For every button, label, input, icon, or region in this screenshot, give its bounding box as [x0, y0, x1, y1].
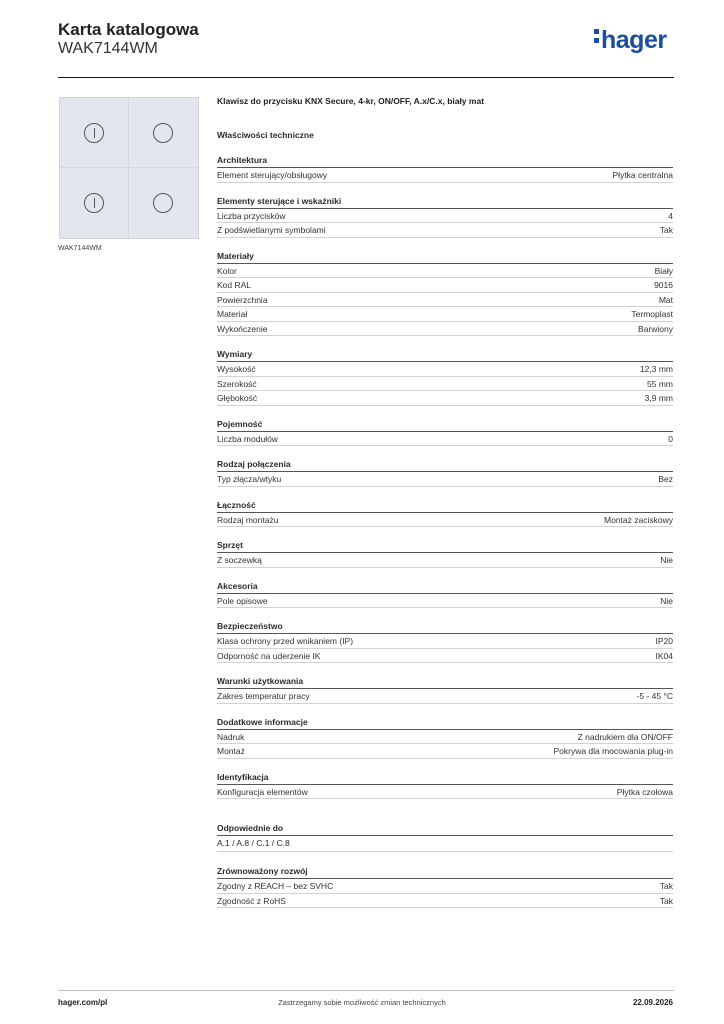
spec-label: Z podświetlanymi symbolami	[217, 225, 326, 235]
spec-section	[217, 676, 673, 704]
spec-value: Z nadrukiem dla ON/OFF	[577, 731, 673, 742]
spec-value: Płytka centralna	[612, 170, 673, 180]
sustainability-rows	[217, 879, 673, 908]
spec-value: Tak	[659, 881, 673, 891]
product-code: WAK7144WM	[58, 40, 158, 57]
spec-value: Płytka czołowa	[616, 786, 673, 797]
spec-section-title: Warunki użytkowania	[217, 676, 673, 689]
spec-label: Zakres temperatur pracy	[217, 691, 310, 701]
spec-row	[217, 730, 673, 745]
spec-value: 9016	[654, 280, 673, 290]
spec-section-title: Łączność	[217, 500, 673, 513]
button-cell	[60, 98, 129, 168]
spec-label: Pole opisowe	[217, 595, 268, 606]
button-cell	[129, 98, 198, 168]
spec-value: 12,3 mm	[639, 364, 673, 374]
spec-section-title: Sprzęt	[217, 540, 673, 553]
spec-row	[217, 168, 673, 183]
product-description: Klawisz do przycisku KNX Secure, 4-kr, ON/OFF, A.x/C.x, biały mat	[217, 96, 485, 106]
spec-row	[217, 744, 673, 759]
spec-section	[217, 196, 673, 238]
circle-symbol-icon	[153, 193, 173, 213]
spec-value: Tak	[659, 895, 673, 906]
spec-label: Głębokość	[217, 393, 258, 403]
spec-value: Biały	[654, 265, 673, 276]
spec-section	[217, 155, 673, 183]
spec-value: Termoplast	[631, 309, 673, 319]
spec-row	[217, 362, 673, 377]
spec-row	[217, 689, 673, 704]
logo-text: hager	[601, 26, 667, 54]
spec-row	[217, 293, 673, 308]
spec-label: Wykończenie	[217, 323, 268, 334]
spec-value: Tak	[659, 225, 673, 235]
spec-label: Rodzaj montażu	[217, 514, 279, 525]
spec-section	[217, 349, 673, 406]
button-cell	[129, 168, 198, 238]
spec-label: Z soczewką	[217, 555, 262, 565]
spec-label: Nadruk	[217, 731, 245, 742]
spec-label: Klasa ochrony przed wnikaniem (IP)	[217, 636, 354, 646]
spec-row	[217, 634, 673, 649]
spec-section	[217, 581, 673, 609]
spec-row	[217, 377, 673, 392]
spec-value: Mat	[658, 294, 673, 305]
spec-value: IK04	[655, 650, 673, 661]
spec-row	[217, 594, 673, 609]
hager-logo	[594, 26, 667, 55]
footer-divider	[58, 990, 674, 991]
power-symbol-icon	[84, 123, 104, 143]
page-title: Karta katalogowa	[58, 20, 199, 39]
spec-label: Powierzchnia	[217, 294, 268, 305]
button-cell	[60, 168, 129, 238]
spec-sections	[217, 155, 673, 799]
spec-section	[217, 717, 673, 759]
spec-row	[217, 432, 673, 447]
spec-section-title: Wymiary	[217, 349, 673, 362]
spec-label: Szerokość	[217, 378, 257, 389]
suitable-for-section	[217, 823, 673, 852]
spec-row	[217, 879, 673, 894]
footer-notice: Zastrzegamy sobie możliwość zmian technicznych	[278, 998, 446, 1007]
spec-row	[217, 223, 673, 238]
spec-row	[217, 785, 673, 800]
spec-value: 4	[668, 210, 673, 221]
spec-section	[217, 772, 673, 800]
spec-label: Kod RAL	[217, 280, 252, 290]
spec-label: Montaż	[217, 746, 245, 756]
sustainability-title: Zrównoważony rozwój	[217, 866, 673, 879]
spec-value: IP20	[655, 636, 673, 646]
footer-date: 22.09.2026	[632, 998, 673, 1007]
specs-column	[217, 96, 673, 908]
spec-value: Montaż zaciskowy	[604, 514, 673, 525]
spec-section-title: Pojemność	[217, 419, 673, 432]
spec-row	[217, 278, 673, 293]
spec-row	[217, 264, 673, 279]
product-image	[59, 97, 199, 239]
spec-row	[217, 307, 673, 322]
spec-row	[217, 391, 673, 406]
spec-value: Nie	[660, 595, 673, 606]
spec-label: Materiał	[217, 309, 248, 319]
header-divider	[58, 77, 674, 78]
suitable-for-value: A.1 / A.8 / C.1 / C.8	[217, 836, 673, 852]
spec-label: Konfiguracja elementów	[217, 786, 308, 797]
spec-label: Wysokość	[217, 364, 256, 374]
spec-section-title: Architektura	[217, 155, 673, 168]
spec-section-title: Elementy sterujące i wskaźniki	[217, 196, 673, 209]
spec-value: Pokrywa dla mocowania plug-in	[553, 746, 673, 756]
image-caption: WAK7144WM	[58, 245, 102, 252]
spec-label: Element sterujący/obsługowy	[217, 170, 328, 180]
spec-value: Barwiony	[638, 323, 673, 334]
spec-value: 0	[668, 433, 673, 444]
properties-title: Właściwości techniczne	[217, 130, 314, 140]
spec-label: Zgodny z REACH – bez SVHC	[217, 881, 334, 891]
suitable-for-title: Odpowiednie do	[217, 823, 673, 836]
spec-label: Liczba modułów	[217, 433, 278, 444]
spec-row	[217, 209, 673, 224]
spec-value: Bez	[658, 474, 673, 484]
spec-row	[217, 649, 673, 664]
footer-website: hager.com/pl	[58, 998, 108, 1007]
logo-dots-icon	[594, 29, 599, 47]
spec-section	[217, 500, 673, 528]
spec-row	[217, 513, 673, 528]
spec-section-title: Akcesoria	[217, 581, 673, 594]
spec-section-title: Identyfikacja	[217, 772, 673, 785]
spec-section	[217, 621, 673, 663]
power-symbol-icon	[84, 193, 104, 213]
spec-label: Zgodność z RoHS	[217, 895, 286, 906]
spec-section	[217, 540, 673, 568]
spec-value: 3,9 mm	[644, 393, 673, 403]
spec-section-title: Dodatkowe informacje	[217, 717, 673, 730]
spec-label: Odporność na uderzenie IK	[217, 650, 321, 661]
spec-section-title: Bezpieczeństwo	[217, 621, 673, 634]
spec-value: -5 - 45 °C	[636, 691, 673, 701]
spec-label: Liczba przycisków	[217, 210, 286, 221]
spec-section	[217, 419, 673, 447]
spec-row	[217, 472, 673, 487]
spec-section	[217, 251, 673, 337]
sustainability-section	[217, 866, 673, 908]
spec-value: Nie	[660, 555, 673, 565]
spec-row	[217, 894, 673, 909]
spec-section-title: Materiały	[217, 251, 673, 264]
spec-section-title: Rodzaj połączenia	[217, 459, 673, 472]
spec-section	[217, 459, 673, 487]
spec-label: Kolor	[217, 265, 237, 276]
circle-symbol-icon	[153, 123, 173, 143]
spec-row	[217, 553, 673, 568]
spec-label: Typ złącza/wtyku	[217, 474, 282, 484]
spec-value: 55 mm	[647, 378, 673, 389]
spec-row	[217, 322, 673, 337]
